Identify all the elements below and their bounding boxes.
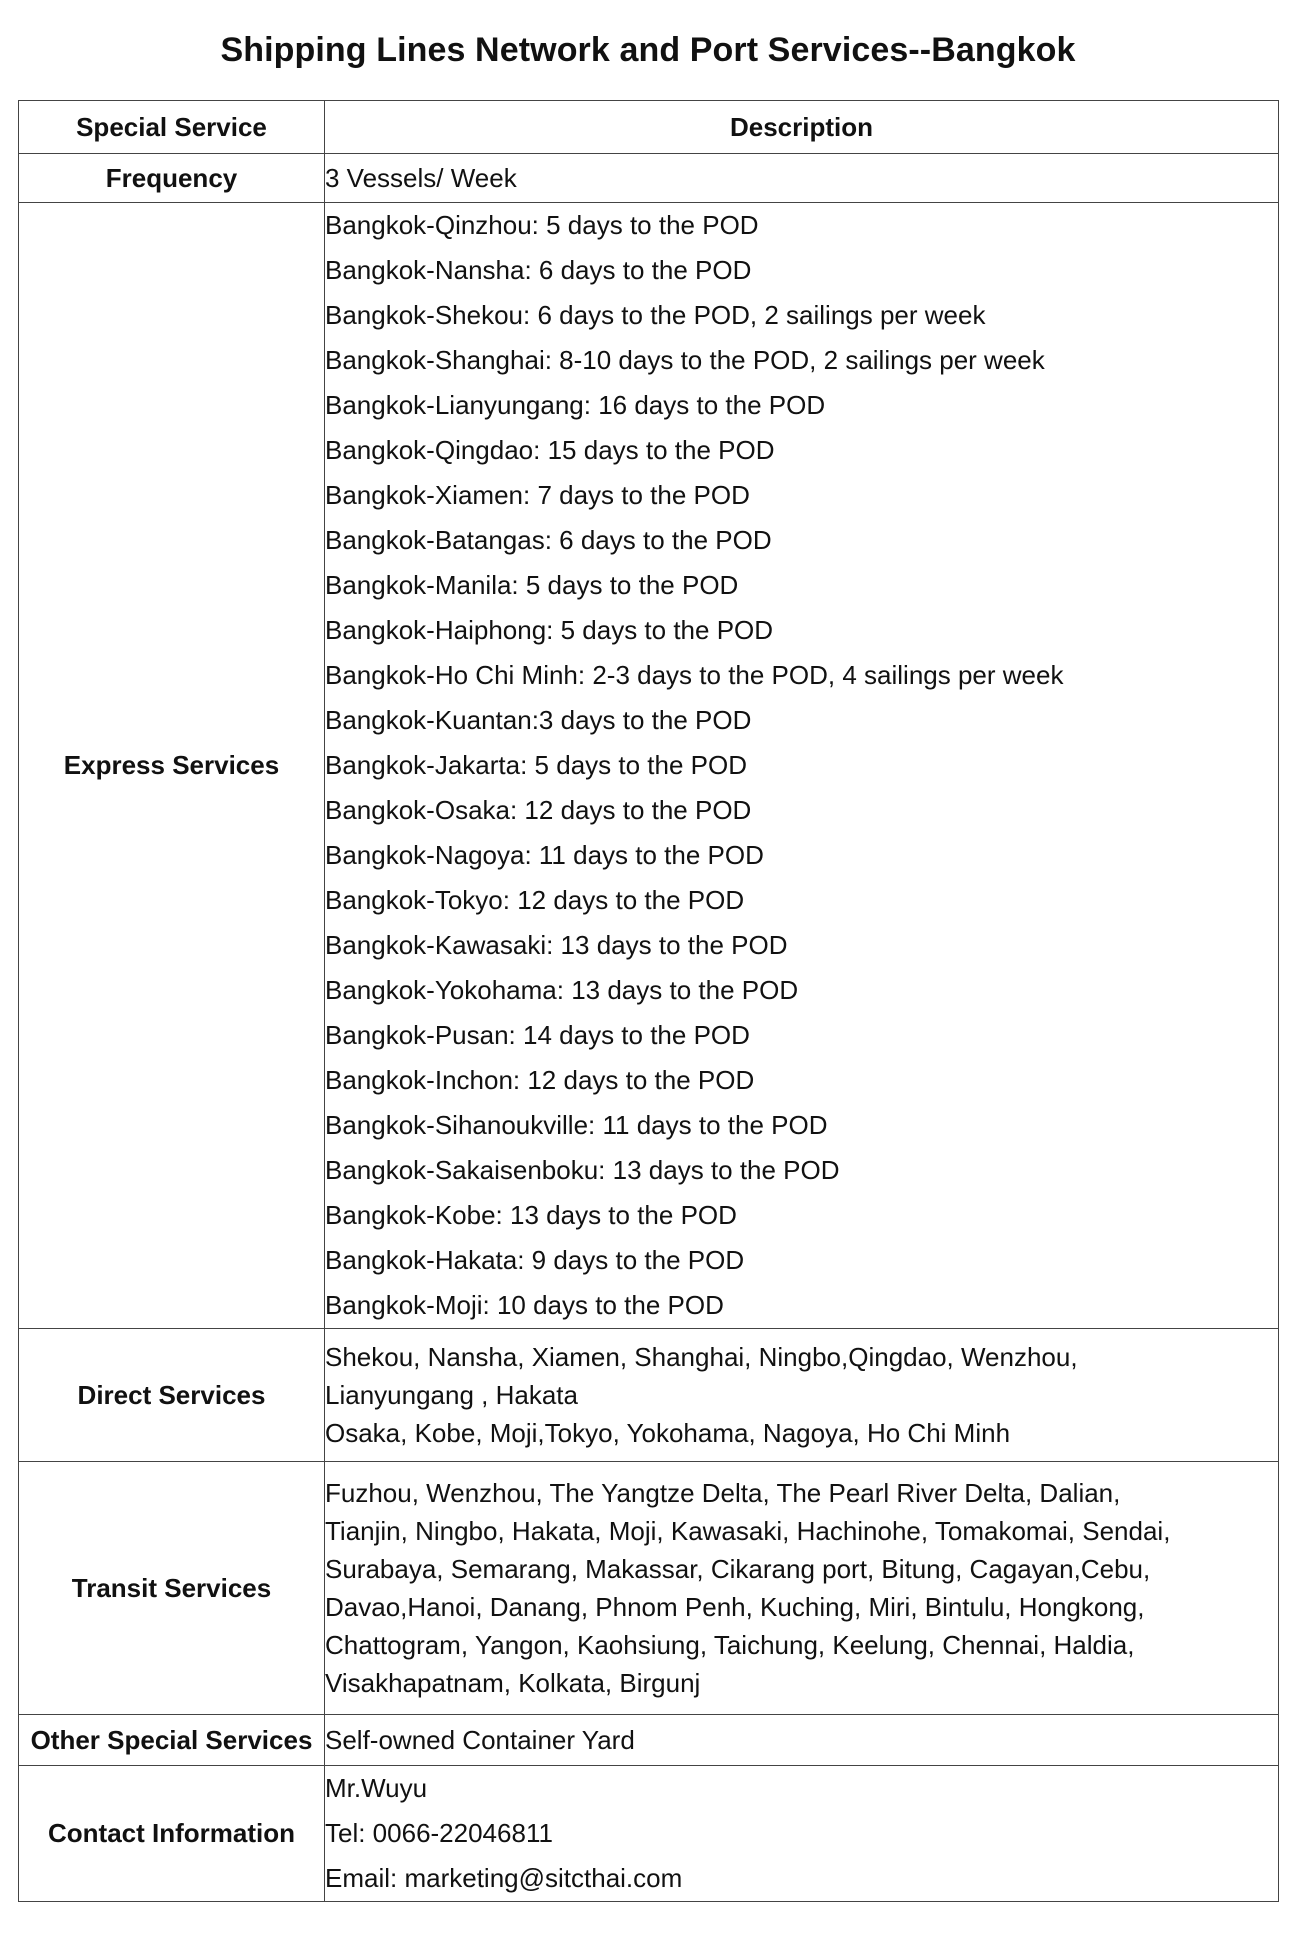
other-special-services-label: Other Special Services <box>19 1715 325 1766</box>
route-item: Bangkok-Shekou: 6 days to the POD, 2 sailings per week <box>325 300 986 330</box>
frequency-value <box>325 154 1279 203</box>
services-table <box>18 100 1279 1902</box>
express-routes-cell <box>325 203 1279 1329</box>
route-item: Bangkok-Xiamen: 7 days to the POD <box>325 480 750 510</box>
route-item: Bangkok-Hakata: 9 days to the POD <box>325 1245 745 1275</box>
contact-information-row <box>19 1766 1279 1902</box>
route-item: Bangkok-Qinzhou: 5 days to the POD <box>325 210 759 240</box>
direct-services-line: Shekou, Nansha, Xiamen, Shanghai, Ningbo,Qingdao, Wenzhou, <box>325 1342 1078 1372</box>
direct-services-row <box>19 1329 1279 1462</box>
other-special-services-text: Self-owned Container Yard <box>325 1724 635 1755</box>
header-special-service: Special Service <box>19 101 325 154</box>
route-item: Bangkok-Manila: 5 days to the POD <box>325 570 739 600</box>
contact-information-label: Contact Information <box>19 1766 325 1902</box>
route-item: Bangkok-Sihanoukville: 11 days to the POD <box>325 1110 828 1140</box>
transit-services-line: Visakhapatnam, Kolkata, Birgunj <box>325 1668 701 1698</box>
header-description: Description <box>325 101 1279 154</box>
transit-services-line: Tianjin, Ningbo, Hakata, Moji, Kawasaki, Hachinohe, Tomakomai, Sendai, <box>325 1516 1171 1546</box>
frequency-text: 3 Vessels/ Week <box>325 162 517 193</box>
express-services-label: Express Services <box>19 203 325 1329</box>
route-item: Bangkok-Osaka: 12 days to the POD <box>325 795 752 825</box>
other-special-services-cell <box>325 1715 1279 1766</box>
header-row <box>19 101 1279 154</box>
direct-services-label: Direct Services <box>19 1329 325 1462</box>
express-services-row <box>19 203 1279 1329</box>
transit-services-line: Fuzhou, Wenzhou, The Yangtze Delta, The Pearl River Delta, Dalian, <box>325 1478 1121 1508</box>
route-item: Bangkok-Sakaisenboku: 13 days to the POD <box>325 1155 840 1185</box>
frequency-label: Frequency <box>19 154 325 203</box>
route-item: Bangkok-Tokyo: 12 days to the POD <box>325 885 745 915</box>
route-item: Bangkok-Qingdao: 15 days to the POD <box>325 435 775 465</box>
transit-services-label: Transit Services <box>19 1462 325 1715</box>
route-item: Bangkok-Jakarta: 5 days to the POD <box>325 750 747 780</box>
route-item: Bangkok-Nansha: 6 days to the POD <box>325 255 752 285</box>
contact-information-cell <box>325 1766 1279 1902</box>
transit-services-row <box>19 1462 1279 1715</box>
route-item: Bangkok-Pusan: 14 days to the POD <box>325 1020 750 1050</box>
route-item: Bangkok-Lianyungang: 16 days to the POD <box>325 390 826 420</box>
transit-services-line: Davao,Hanoi, Danang, Phnom Penh, Kuching, Miri, Bintulu, Hongkong, <box>325 1592 1145 1622</box>
direct-services-line: Osaka, Kobe, Moji,Tokyo, Yokohama, Nagoya, Ho Chi Minh <box>325 1418 1011 1448</box>
page-title: Shipping Lines Network and Port Services--Bangkok <box>220 31 1076 69</box>
contact-phone: Tel: 0066-22046811 <box>325 1818 553 1848</box>
contact-email: Email: marketing@sitcthai.com <box>325 1863 683 1893</box>
route-item: Bangkok-Batangas: 6 days to the POD <box>325 525 772 555</box>
direct-services-cell <box>325 1329 1279 1462</box>
route-item: Bangkok-Yokohama: 13 days to the POD <box>325 975 799 1005</box>
route-item: Bangkok-Nagoya: 11 days to the POD <box>325 840 764 870</box>
route-item: Bangkok-Kuantan:3 days to the POD <box>325 705 752 735</box>
route-item: Bangkok-Moji: 10 days to the POD <box>325 1290 724 1320</box>
contact-name: Mr.Wuyu <box>325 1773 428 1803</box>
other-special-services-row <box>19 1715 1279 1766</box>
route-item: Bangkok-Ho Chi Minh: 2-3 days to the POD, 4 sailings per week <box>325 660 1064 690</box>
frequency-row <box>19 154 1279 203</box>
direct-services-line: Lianyungang , Hakata <box>325 1380 578 1410</box>
route-item: Bangkok-Inchon: 12 days to the POD <box>325 1065 755 1095</box>
route-item: Bangkok-Haiphong: 5 days to the POD <box>325 615 774 645</box>
route-item: Bangkok-Shanghai: 8-10 days to the POD, 2 sailings per week <box>325 345 1045 375</box>
route-item: Bangkok-Kawasaki: 13 days to the POD <box>325 930 788 960</box>
transit-services-cell <box>325 1462 1279 1715</box>
route-item: Bangkok-Kobe: 13 days to the POD <box>325 1200 737 1230</box>
transit-services-line: Surabaya, Semarang, Makassar, Cikarang port, Bitung, Cagayan,Cebu, <box>325 1554 1151 1584</box>
transit-services-line: Chattogram, Yangon, Kaohsiung, Taichung, Keelung, Chennai, Haldia, <box>325 1630 1135 1660</box>
